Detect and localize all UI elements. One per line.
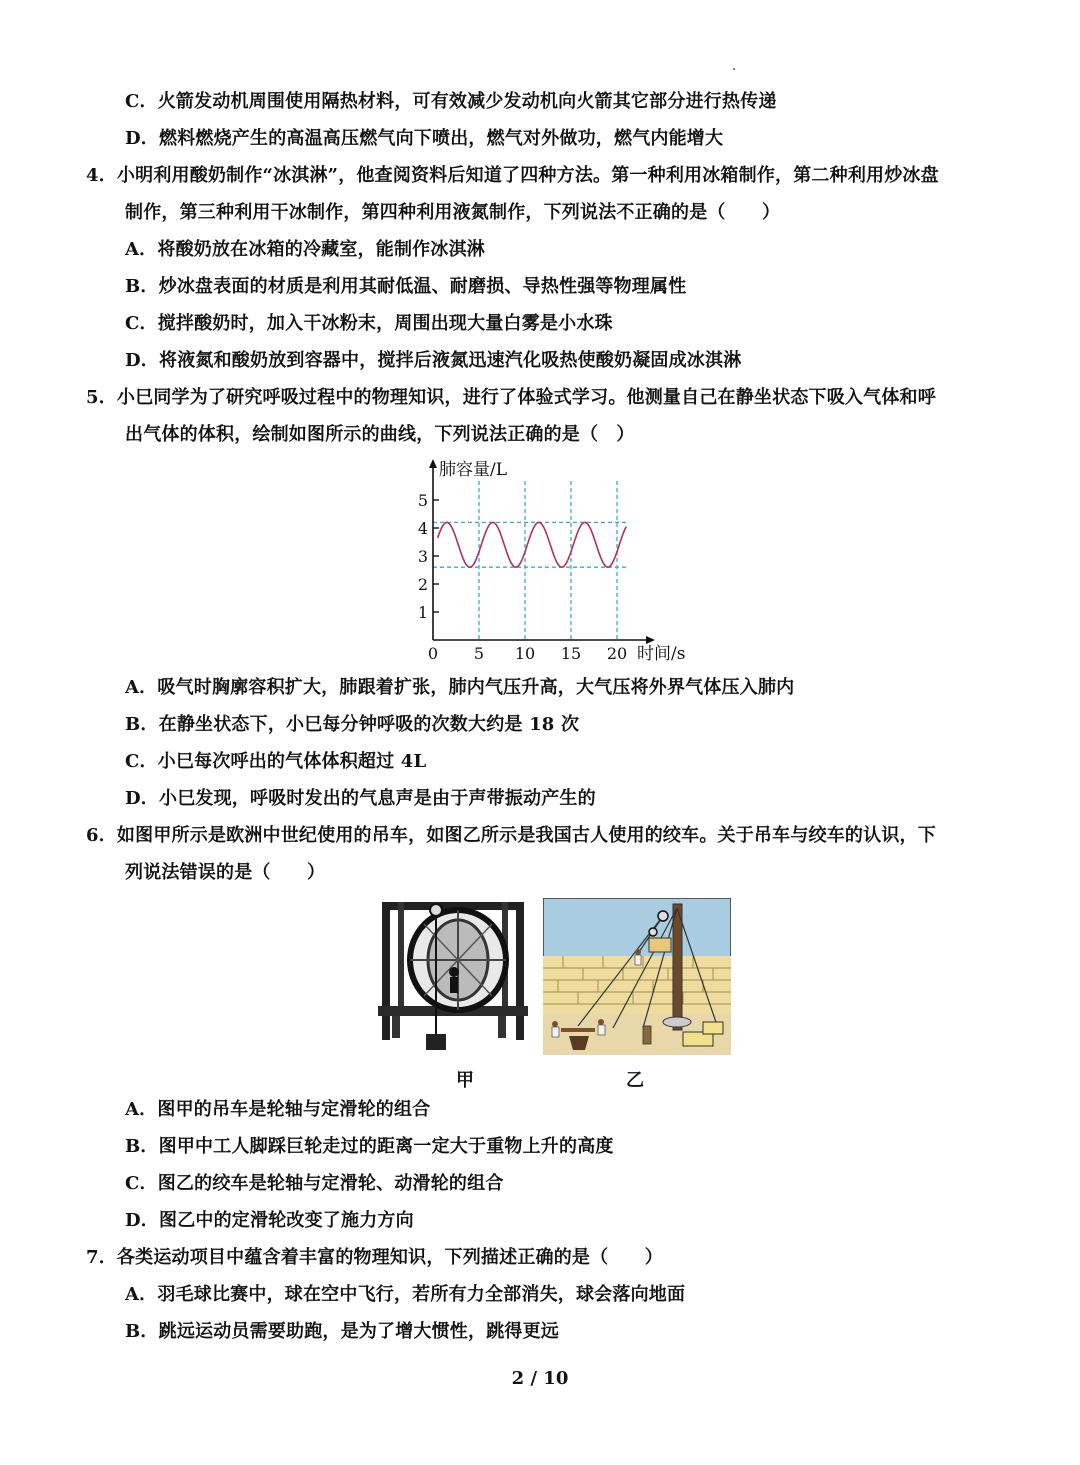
x-axis-label: 时间/s — [637, 644, 686, 664]
q7-option-a: A．羽毛球比赛中，球在空中飞行，若所有力全部消失，球会落向地面 — [125, 1284, 686, 1305]
q4-option-d: D．将液氮和酸奶放到容器中，搅拌后液氮迅速汽化吸热使酸奶凝固成冰淇淋 — [125, 350, 742, 371]
q7-option-b: B．跳远运动员需要助跑，是为了增大惯性，跳得更远 — [125, 1321, 560, 1342]
y-tick-label: 4 — [417, 519, 428, 538]
q4-stem-line2: 制作，第三种利用干冰制作，第四种利用液氮制作，下列说法不正确的是（ ） — [125, 202, 781, 223]
y-tick-label: 3 — [417, 547, 428, 566]
lung-volume-chart-svg — [405, 455, 705, 670]
q5-option-d: D．小巳发现，呼吸时发出的气息声是由于声带振动产生的 — [125, 788, 596, 809]
lung-volume-chart — [405, 455, 705, 670]
q6-option-c: C．图乙的绞车是轮轴与定滑轮、动滑轮的组合 — [125, 1173, 504, 1194]
q4-stem-line1: 4．小明利用酸奶制作“冰淇淋”，他查阅资料后知道了四种方法。第一种利用冰箱制作，第二种利用炒冰盘 — [86, 165, 939, 186]
y-tick-label: 2 — [417, 575, 428, 594]
y-tick-label: 1 — [417, 603, 428, 622]
figure-label-jia: 甲 — [456, 1070, 474, 1091]
page-number: 2 / 10 — [511, 1368, 569, 1389]
q6-stem-line1: 6．如图甲所示是欧洲中世纪使用的吊车，如图乙所示是我国古人使用的绞车。关于吊车与绞车的认识，下 — [86, 825, 936, 846]
y-axis-label: 肺容量/L — [439, 460, 508, 480]
q5-stem-line1: 5．小巳同学为了研究呼吸过程中的物理知识，进行了体验式学习。他测量自己在静坐状态下吸入气体和呼 — [86, 387, 936, 408]
x-tick-label: 5 — [473, 644, 485, 663]
prev-option-c: C．火箭发动机周围使用隔热材料，可有效减少发动机向火箭其它部分进行热传递 — [125, 91, 777, 112]
q6-option-d: D．图乙中的定滑轮改变了施力方向 — [125, 1210, 414, 1231]
q4-option-b: B．炒冰盘表面的材质是利用其耐低温、耐磨损、导热性强等物理属性 — [125, 276, 687, 297]
q5-option-a: A．吸气时胸廓容积扩大，肺跟着扩张，肺内气压升高，大气压将外界气体压入肺内 — [125, 677, 795, 698]
tick-group — [418, 491, 627, 663]
prev-option-d: D．燃料燃烧产生的高温高压燃气向下喷出，燃气对外做功，燃气内能增大 — [125, 128, 724, 149]
q4-option-c: C．搅拌酸奶时，加入干冰粉末，周围出现大量白雾是小水珠 — [125, 313, 613, 334]
q5-option-c: C．小巳每次呼出的气体体积超过 4L — [125, 751, 427, 772]
y-axis-arrow — [429, 459, 437, 468]
q5-option-b: B．在静坐状态下，小巳每分钟呼吸的次数大约是 18 次 — [125, 714, 580, 735]
figure-label-yi: 乙 — [626, 1070, 644, 1091]
q4-option-a: A．将酸奶放在冰箱的冷藏室，能制作冰淇淋 — [125, 239, 485, 260]
y-tick-label: 5 — [417, 491, 428, 510]
q6-option-b: B．图甲中工人脚踩巨轮走过的距离一定大于重物上升的高度 — [125, 1136, 614, 1157]
q6-option-a: A．图甲的吊车是轮轴与定滑轮的组合 — [125, 1099, 431, 1120]
x-tick-label: 0 — [427, 644, 439, 663]
treadwheel-crane-figure — [378, 898, 528, 1056]
guide-lines — [433, 481, 626, 640]
x-tick-label: 20 — [606, 644, 628, 663]
x-tick-label: 10 — [514, 644, 536, 663]
windlass-figure — [543, 898, 731, 1055]
lung-volume-curve — [438, 522, 627, 567]
x-tick-label: 15 — [560, 644, 582, 663]
q6-stem-line2: 列说法错误的是（ ） — [125, 862, 326, 883]
scan-speck — [733, 68, 735, 70]
q7-stem-line1: 7．各类运动项目中蕴含着丰富的物理知识，下列描述正确的是（ ） — [86, 1247, 663, 1268]
x-axis-arrow — [646, 636, 655, 644]
q5-stem-line2: 出气体的体积，绘制如图所示的曲线，下列说法正确的是（ ） — [125, 424, 635, 445]
